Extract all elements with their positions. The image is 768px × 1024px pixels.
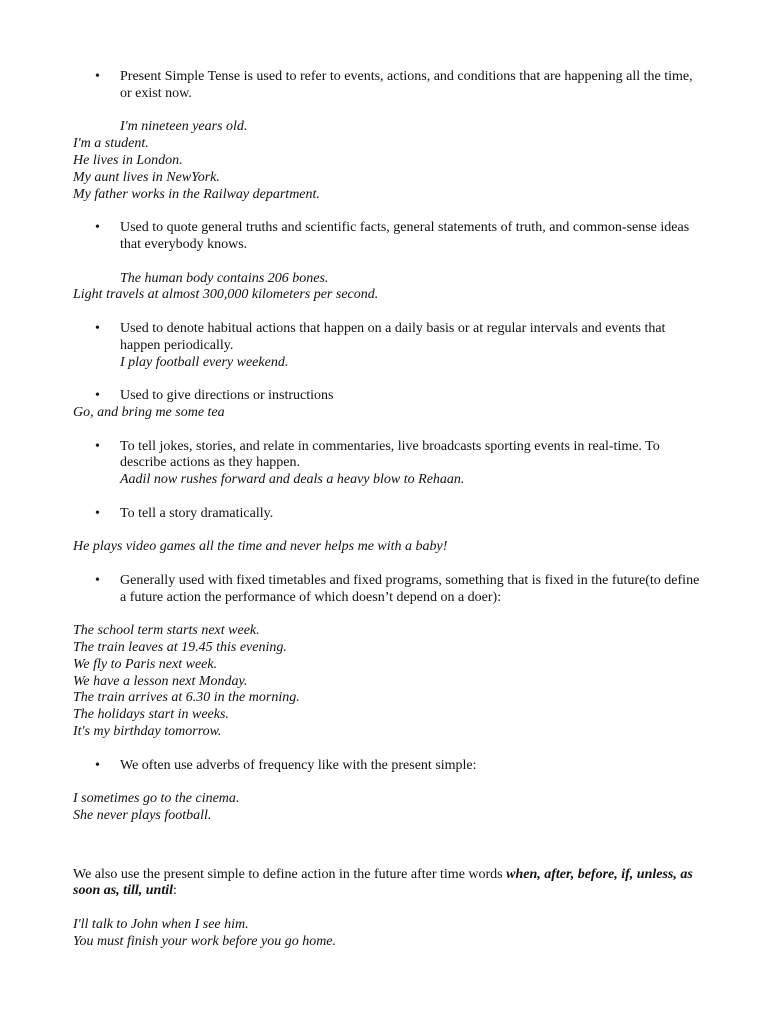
bullet-item (73, 573, 703, 607)
example-sentence: She never plays football. (73, 808, 212, 824)
example-sentence: The train leaves at 19.45 this evening. (73, 640, 287, 656)
bullet-item (73, 220, 703, 254)
example-sentence: My aunt lives in NewYork. (73, 169, 220, 185)
example-sentence: My father works in the Railway department. (73, 186, 320, 202)
bullet-text: Used to give directions or instructions (120, 388, 334, 404)
example-sentence: The train arrives at 6.30 in the morning. (73, 690, 300, 706)
bullet-text: To tell jokes, stories, and relate in commentaries, live broadcasts sporting events in real-time. To describe actions as they happen. (120, 438, 660, 471)
example-sentence: Light travels at almost 300,000 kilometers per second. (73, 287, 379, 303)
time-words: when, after, before, if, unless, as soon as, till, until (73, 866, 693, 899)
example-sentence: You must finish your work before you go home. (73, 933, 337, 949)
paragraph-colon: : (172, 883, 177, 899)
example-sentence: Go, and bring me some tea (73, 404, 225, 420)
example-sentence: I'm nineteen years old. (120, 119, 248, 135)
example-sentence: I'll talk to John when I see him. (73, 917, 249, 933)
paragraph-text: We also use the present simple to define action in the future after time words (73, 866, 507, 882)
example-sentence: He lives in London. (73, 152, 183, 168)
bullet-text: Generally used with fixed timetables and fixed programs, something that is fixed in the future(to define a future action the performance of which doesn’t depend on a doer): (120, 572, 700, 605)
bullet-text: Used to denote habitual actions that happen on a daily basis or at regular intervals and events that happen periodically. (120, 320, 666, 353)
example-sentence: It's my birthday tomorrow. (73, 724, 222, 740)
paragraph (73, 867, 703, 901)
bullet-text: Present Simple Tense is used to refer to events, actions, and conditions that are happening all the time, or exist now. (120, 69, 693, 101)
example-sentence: The school term starts next week. (73, 623, 260, 639)
bullet-item (73, 388, 703, 405)
bullet-item (73, 321, 703, 371)
bullet-icon: • (95, 505, 100, 521)
example-sentence: Aadil now rushes forward and deals a heavy blow to Rehaan. (120, 472, 465, 488)
example-sentence: I'm a student. (73, 136, 149, 152)
example-sentence: We have a lesson next Monday. (73, 673, 248, 689)
bullet-icon: • (95, 438, 100, 454)
example-sentence: The human body contains 206 bones. (120, 270, 329, 286)
bullet-icon: • (95, 757, 100, 773)
bullet-icon: • (95, 220, 100, 236)
example-sentence: He plays video games all the time and never helps me with a baby! (73, 539, 448, 555)
bullet-icon: • (95, 320, 100, 336)
example-sentence: I sometimes go to the cinema. (73, 791, 240, 807)
bullet-item (73, 69, 703, 103)
bullet-text: We often use adverbs of frequency like with the present simple: (120, 757, 477, 773)
example-sentence: We fly to Paris next week. (73, 656, 218, 672)
example-sentence: The holidays start in weeks. (73, 707, 229, 723)
bullet-item (73, 506, 703, 523)
bullet-icon: • (95, 572, 100, 588)
bullet-text: Used to quote general truths and scientific facts, general statements of truth, and common-sense ideas that everybody knows. (120, 220, 690, 252)
bullet-item (73, 439, 703, 489)
bullet-text: To tell a story dramatically. (120, 505, 274, 521)
document-body (73, 69, 703, 951)
bullet-icon: • (95, 388, 100, 404)
bullet-icon: • (95, 69, 100, 84)
example-sentence: I play football every weekend. (120, 354, 289, 370)
bullet-item (73, 758, 703, 775)
